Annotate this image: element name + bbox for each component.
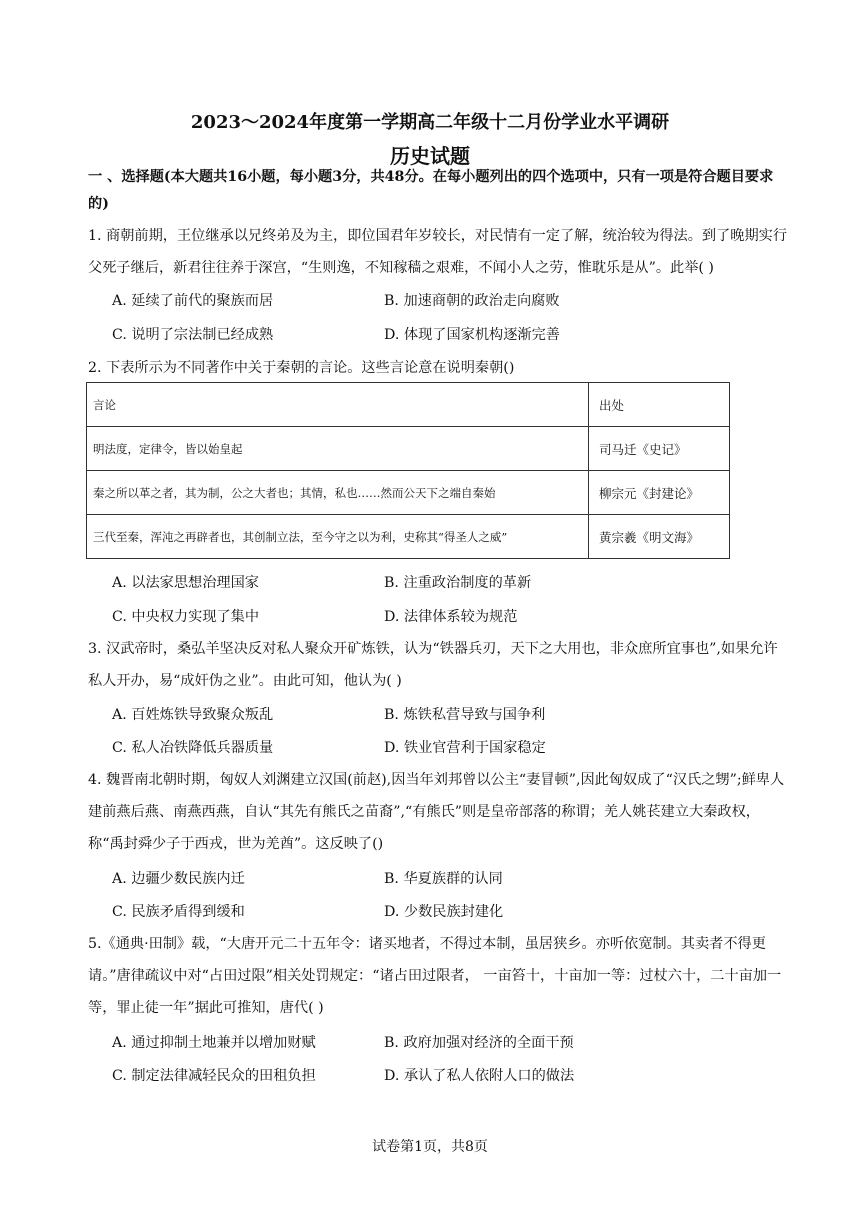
- table-header-row: [87, 383, 730, 427]
- table-cell-source: 黄宗羲《明文海》: [589, 515, 730, 559]
- q3-option-d[interactable]: D. 铁业官营利于国家稳定: [384, 740, 546, 756]
- q2-option-b[interactable]: B. 注重政治制度的革新: [384, 575, 532, 591]
- q3-option-a[interactable]: A. 百姓炼铁导致聚众叛乱: [112, 707, 274, 723]
- table-cell-quote: 三代至秦，浑沌之再辟者也，其创制立法，至今守之以为利，史称其“得圣人之威”: [87, 515, 589, 559]
- q5-option-a[interactable]: A. 通过抑制土地兼并以增加财赋: [112, 1035, 316, 1051]
- q3-option-b[interactable]: B. 炼铁私营导致与国争利: [384, 707, 546, 723]
- q2-option-d[interactable]: D. 法律体系较为规范: [384, 609, 518, 625]
- table-header-quote: 言论: [87, 383, 589, 427]
- q5-option-b[interactable]: B. 政府加强对经济的全面干预: [384, 1035, 574, 1051]
- page-footer: 试卷第1页，共8页: [372, 1139, 488, 1155]
- q1-option-a[interactable]: A. 延续了前代的聚族而居: [112, 293, 274, 309]
- question-3-stem: 3. 汉武帝时，桑弘羊坚决反对私人聚众开矿炼铁，认为“铁器兵刃，天下之大用也，非众庶所宜事也”,如果允许私人开办，易“成奸伪之业”。由此可知，他认为( ): [88, 641, 778, 689]
- q5-option-d[interactable]: D. 承认了私人依附人口的做法: [384, 1068, 575, 1084]
- q3-option-c[interactable]: C. 私人冶铁降低兵器质量: [112, 740, 274, 756]
- table-header-source: 出处: [589, 383, 730, 427]
- q1-option-b[interactable]: B. 加速商朝的政治走向腐败: [384, 293, 560, 309]
- q4-option-a[interactable]: A. 边疆少数民族内迁: [112, 871, 245, 887]
- section-heading: 一 、选择题(本大题共16小题，每小题3分，共48分。在每小题列出的四个选项中，只有一项是符合题目要求的): [88, 169, 774, 212]
- table-cell-source: 柳宗元《封建论》: [589, 471, 730, 515]
- question-2-stem: 2. 下表所示为不同著作中关于秦朝的言论。这些言论意在说明秦朝(): [88, 360, 515, 376]
- q4-option-c[interactable]: C. 民族矛盾得到缓和: [112, 904, 245, 920]
- q1-option-d[interactable]: D. 体现了国家机构逐渐完善: [384, 327, 560, 343]
- q4-option-b[interactable]: B. 华夏族群的认同: [384, 871, 503, 887]
- q4-option-d[interactable]: D. 少数民族封建化: [384, 904, 504, 920]
- table-cell-quote: 明法度，定律令，皆以始皇起: [87, 427, 589, 471]
- quote-table: [86, 382, 730, 559]
- table-cell-quote: 秦之所以革之者，其为制，公之大者也；其情，私也……然而公天下之端自秦始: [87, 471, 589, 515]
- question-5-stem: 5.《通典·田制》载，“大唐开元二十五年令：诸买地者，不得过本制，虽居狭乡。亦听依宽制。其卖者不得更请。”唐律疏议中对“占田过限”相关处罚规定：“诸占田过限者， 一亩笞十，十亩加一等：过杖六十，二十亩加一等，罪止徒一年”据此可推知，唐代( ): [88, 936, 782, 1016]
- table-row: [87, 427, 730, 471]
- table-row: [87, 471, 730, 515]
- question-4-stem: 4. 魏晋南北朝时期，匈奴人刘渊建立汉国(前赵),因当年刘邦曾以公主“妻冒顿”,因此匈奴成了“汉氏之甥”;鲜卑人建前燕后燕、南燕西燕，自认“其先有熊氏之苗裔”,“有熊氏”则是皇帝部落的称谓；羌人姚苌建立大秦政权，称“禹封舜少子于西戎，世为羌酋”。这反映了(): [88, 772, 785, 852]
- q5-option-c[interactable]: C. 制定法律减轻民众的田租负担: [112, 1068, 316, 1084]
- exam-subtitle: 历史试题: [390, 144, 470, 168]
- table-cell-source: 司马迁《史记》: [589, 427, 730, 471]
- q2-option-c[interactable]: C. 中央权力实现了集中: [112, 609, 260, 625]
- q2-option-a[interactable]: A. 以法家思想治理国家: [112, 575, 259, 591]
- q1-option-c[interactable]: C. 说明了宗法制已经成熟: [112, 327, 274, 343]
- exam-title: 2023～2024年度第一学期高二年级十二月份学业水平调研: [190, 112, 670, 133]
- table-row: [87, 515, 730, 559]
- question-1-stem: 1. 商朝前期，王位继承以兄终弟及为主，即位国君年岁较长，对民情有一定了解，统治较为得法。到了晚期实行父死子继后，新君往往养于深宫，“生则逸，不知稼穑之艰难，不闻小人之劳，惟耽乐是从”。此举( ): [88, 228, 788, 276]
